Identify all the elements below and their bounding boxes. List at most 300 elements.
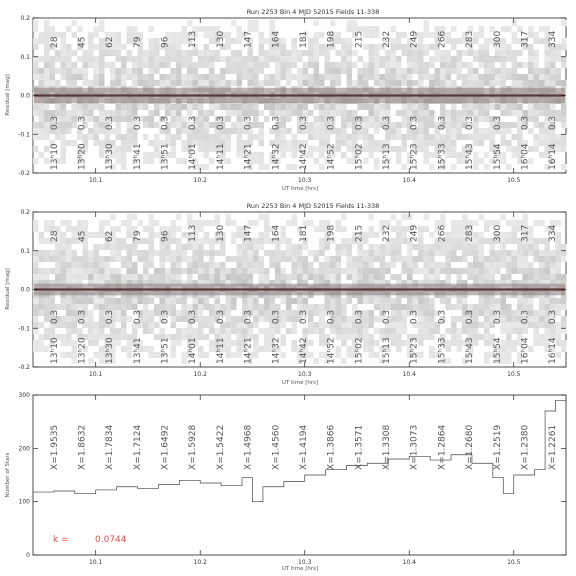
heatmap-cell [473, 134, 479, 140]
heatmap-cell [380, 274, 386, 280]
heatmap-cell [242, 68, 248, 74]
heatmap-cell [182, 128, 188, 134]
heatmap-cell [446, 110, 452, 116]
heatmap-cell [374, 56, 380, 62]
heatmap-cell [198, 226, 204, 232]
heatmap-cell [556, 244, 562, 250]
heatmap-cell [143, 262, 149, 268]
heatmap-cell [281, 110, 287, 116]
heatmap-cell [209, 140, 215, 146]
field-time-label: 13ʰ10 [49, 337, 60, 364]
heatmap-cell [121, 322, 127, 328]
heatmap-cell [198, 274, 204, 280]
heatmap-cell [429, 334, 435, 340]
heatmap-cell [369, 32, 375, 38]
heatmap-cell [253, 74, 259, 80]
heatmap-cell [55, 50, 61, 56]
heatmap-cell [61, 68, 67, 74]
heatmap-cell [61, 304, 67, 310]
heatmap-cell [303, 68, 309, 74]
heatmap-cell [484, 74, 490, 80]
heatmap-cell [193, 134, 199, 140]
heatmap-cell [281, 340, 287, 346]
heatmap-cell [209, 26, 215, 32]
heatmap-cell [66, 274, 72, 280]
heatmap-cell [61, 244, 67, 250]
heatmap-cell [451, 140, 457, 146]
heatmap-cell [561, 62, 567, 68]
heatmap-cell [94, 340, 100, 346]
heatmap-cell [440, 50, 446, 56]
heatmap-cell [534, 250, 540, 256]
field-time-label: 13ʰ51 [160, 143, 171, 170]
heatmap-cell [374, 128, 380, 134]
heatmap-cell [66, 74, 72, 80]
heatmap-cell [99, 358, 105, 364]
heatmap-cell [99, 122, 105, 128]
heatmap-cell [517, 244, 523, 250]
heatmap-cell [149, 220, 155, 226]
heatmap-cell [473, 328, 479, 334]
heatmap-cell [479, 56, 485, 62]
heatmap-cell [160, 256, 166, 262]
heatmap-cell [396, 244, 402, 250]
field-center-label: 0.3 [298, 309, 309, 325]
heatmap-cell [484, 268, 490, 274]
heatmap-cell [347, 26, 353, 32]
heatmap-cell [77, 220, 83, 226]
heatmap-cell [132, 250, 138, 256]
heatmap-cell [259, 310, 265, 316]
heatmap-cell [132, 262, 138, 268]
heatmap-cell [270, 56, 276, 62]
heatmap-cell [160, 298, 166, 304]
heatmap-cell [116, 340, 122, 346]
heatmap-cell [517, 298, 523, 304]
heatmap-cell [286, 310, 292, 316]
heatmap-cell [468, 304, 474, 310]
heatmap-cell [396, 32, 402, 38]
heatmap-cell [253, 298, 259, 304]
heatmap-cell [402, 316, 408, 322]
heatmap-cell [226, 298, 232, 304]
heatmap-cell [116, 110, 122, 116]
heatmap-cell [308, 262, 314, 268]
heatmap-cell [72, 316, 78, 322]
heatmap-cell [402, 262, 408, 268]
heatmap-cell [479, 232, 485, 238]
heatmap-cell [50, 56, 56, 62]
heatmap-cell [226, 116, 232, 122]
heatmap-cell [528, 244, 534, 250]
heatmap-cell [292, 262, 298, 268]
heatmap-cell [402, 328, 408, 334]
heatmap-cell [424, 122, 430, 128]
heatmap-cell [83, 80, 89, 86]
heatmap-cell [270, 80, 276, 86]
field-number-label: 147 [243, 224, 254, 242]
heatmap-cell [479, 26, 485, 32]
heatmap-cell [39, 128, 45, 134]
heatmap-cell [424, 104, 430, 110]
heatmap-cell [88, 334, 94, 340]
heatmap-cell [66, 122, 72, 128]
heatmap-cell [94, 140, 100, 146]
heatmap-cell [369, 262, 375, 268]
heatmap-cell [237, 62, 243, 68]
field-time-label: 13ʰ10 [49, 143, 60, 170]
heatmap-cell [127, 340, 133, 346]
heatmap-cell [187, 274, 193, 280]
heatmap-cell [319, 152, 325, 158]
heatmap-cell [39, 110, 45, 116]
heatmap-cell [50, 62, 56, 68]
heatmap-cell [121, 310, 127, 316]
heatmap-cell [215, 80, 221, 86]
heatmap-cell [77, 134, 83, 140]
heatmap-cell [534, 32, 540, 38]
heatmap-cell [314, 20, 320, 26]
heatmap-cell [341, 68, 347, 74]
heatmap-cell [556, 56, 562, 62]
heatmap-cell [198, 334, 204, 340]
heatmap-cell [121, 244, 127, 250]
heatmap-cell [512, 122, 518, 128]
heatmap-cell [319, 32, 325, 38]
heatmap-cell [226, 340, 232, 346]
heatmap-cell [341, 134, 347, 140]
heatmap-cell [182, 310, 188, 316]
heatmap-cell [292, 250, 298, 256]
heatmap-cell [407, 262, 413, 268]
heatmap-cell [237, 116, 243, 122]
heatmap-cell [182, 250, 188, 256]
heatmap-cell [336, 328, 342, 334]
heatmap-cell [435, 74, 441, 80]
heatmap-cell [231, 104, 237, 110]
heatmap-cell [561, 20, 567, 26]
heatmap-cell [297, 74, 303, 80]
heatmap-cell [347, 20, 353, 26]
heatmap-cell [154, 62, 160, 68]
heatmap-cell [253, 346, 259, 352]
heatmap-cell [336, 80, 342, 86]
heatmap-cell [402, 50, 408, 56]
heatmap-cell [149, 56, 155, 62]
heatmap-cell [127, 316, 133, 322]
heatmap-cell [275, 262, 281, 268]
heatmap-cell [226, 68, 232, 74]
heatmap-cell [314, 38, 320, 44]
heatmap-cell [171, 268, 177, 274]
heatmap-cell [193, 250, 199, 256]
heatmap-cell [88, 232, 94, 238]
heatmap-cell [187, 304, 193, 310]
heatmap-cell [94, 328, 100, 334]
heatmap-cell [347, 122, 353, 128]
heatmap-cell [347, 244, 353, 250]
field-number-label: 130 [215, 30, 226, 48]
heatmap-cell [242, 304, 248, 310]
heatmap-cell [171, 346, 177, 352]
heatmap-cell [149, 316, 155, 322]
heatmap-cell [545, 80, 551, 86]
heatmap-cell [429, 346, 435, 352]
heatmap-cell [138, 104, 144, 110]
heatmap-cell [121, 220, 127, 226]
heatmap-cell [209, 32, 215, 38]
heatmap-cell [451, 104, 457, 110]
heatmap-cell [253, 80, 259, 86]
heatmap-cell [253, 110, 259, 116]
heatmap-cell [446, 268, 452, 274]
heatmap-cell [539, 140, 545, 146]
heatmap-cell [374, 104, 380, 110]
heatmap-cell [369, 232, 375, 238]
heatmap-cell [391, 298, 397, 304]
heatmap-cell [512, 238, 518, 244]
heatmap-cell [539, 334, 545, 340]
heatmap-cell [149, 74, 155, 80]
heatmap-cell [358, 244, 364, 250]
heatmap-cell [44, 26, 50, 32]
heatmap-cell [50, 250, 56, 256]
heatmap-cell [116, 68, 122, 74]
heatmap-cell [402, 110, 408, 116]
heatmap-cell [193, 80, 199, 86]
heatmap-cell [116, 298, 122, 304]
heatmap-cell [457, 74, 463, 80]
field-center-label: 0.3 [160, 309, 171, 325]
heatmap-cell [94, 298, 100, 304]
heatmap-cell [303, 74, 309, 80]
heatmap-cell [352, 62, 358, 68]
heatmap-cell [231, 232, 237, 238]
heatmap-cell [83, 262, 89, 268]
heatmap-cell [50, 110, 56, 116]
heatmap-cell [248, 80, 254, 86]
heatmap-cell [545, 304, 551, 310]
heatmap-cell [116, 250, 122, 256]
heatmap-cell [99, 256, 105, 262]
heatmap-cell [286, 104, 292, 110]
heatmap-cell [231, 322, 237, 328]
heatmap-cell [369, 346, 375, 352]
heatmap-cell [534, 244, 540, 250]
heatmap-cell [248, 328, 254, 334]
heatmap-cell [330, 62, 336, 68]
heatmap-cell [402, 310, 408, 316]
heatmap-cell [341, 322, 347, 328]
heatmap-cell [259, 68, 265, 74]
heatmap-cell [336, 262, 342, 268]
heatmap-cell [94, 44, 100, 50]
heatmap-cell [556, 304, 562, 310]
heatmap-cell [204, 274, 210, 280]
heatmap-cell [171, 274, 177, 280]
heatmap-cell [281, 56, 287, 62]
heatmap-cell [281, 268, 287, 274]
heatmap-cell [237, 32, 243, 38]
heatmap-cell [66, 304, 72, 310]
heatmap-cell [99, 352, 105, 358]
heatmap-cell [528, 262, 534, 268]
heatmap-cell [187, 56, 193, 62]
heatmap-cell [308, 56, 314, 62]
heatmap-cell [176, 256, 182, 262]
heatmap-cell [512, 146, 518, 152]
heatmap-cell [292, 346, 298, 352]
heatmap-cell [407, 256, 413, 262]
heatmap-cell [66, 140, 72, 146]
y-tick-label: 0.1 [20, 53, 30, 61]
heatmap-cell [226, 128, 232, 134]
heatmap-cell [457, 62, 463, 68]
heatmap-cell [495, 80, 501, 86]
heatmap-cell [127, 56, 133, 62]
heatmap-cell [253, 68, 259, 74]
heatmap-cell [479, 244, 485, 250]
heatmap-cell [61, 322, 67, 328]
heatmap-cell [385, 50, 391, 56]
heatmap-cell [336, 134, 342, 140]
heatmap-cell [413, 62, 419, 68]
heatmap-cell [253, 256, 259, 262]
heatmap-cell [512, 20, 518, 26]
heatmap-cell [523, 298, 529, 304]
heatmap-cell [561, 256, 567, 262]
heatmap-cell [506, 316, 512, 322]
heatmap-cell [204, 304, 210, 310]
heatmap-cell [44, 146, 50, 152]
heatmap-cell [176, 68, 182, 74]
heatmap-cell [523, 268, 529, 274]
heatmap-cell [292, 316, 298, 322]
heatmap-cell [226, 268, 232, 274]
heatmap-cell [396, 110, 402, 116]
heatmap-cell [396, 226, 402, 232]
heatmap-cell [374, 250, 380, 256]
heatmap-cell [506, 232, 512, 238]
heatmap-cell [110, 62, 116, 68]
heatmap-cell [407, 214, 413, 220]
heatmap-cell [534, 104, 540, 110]
heatmap-cell [50, 298, 56, 304]
heatmap-cell [341, 110, 347, 116]
heatmap-cell [391, 328, 397, 334]
heatmap-cell [242, 110, 248, 116]
heatmap-cell [347, 238, 353, 244]
airmass-label: X=1.7834 [105, 424, 116, 470]
heatmap-cell [506, 304, 512, 310]
heatmap-cell [171, 38, 177, 44]
heatmap-cell [374, 298, 380, 304]
heatmap-cell [479, 104, 485, 110]
heatmap-cell [369, 310, 375, 316]
heatmap-cell [171, 232, 177, 238]
heatmap-cell [176, 116, 182, 122]
heatmap-cell [209, 62, 215, 68]
heatmap-cell [237, 80, 243, 86]
heatmap-cell [248, 74, 254, 80]
heatmap-cell [517, 104, 523, 110]
heatmap-cell [176, 50, 182, 56]
heatmap-cell [132, 104, 138, 110]
heatmap-cell [479, 214, 485, 220]
heatmap-cell [468, 268, 474, 274]
heatmap-cell [132, 80, 138, 86]
heatmap-cell [385, 74, 391, 80]
heatmap-cell [534, 56, 540, 62]
heatmap-cell [402, 340, 408, 346]
heatmap-cell [83, 50, 89, 56]
heatmap-cell [127, 146, 133, 152]
heatmap-cell [39, 232, 45, 238]
heatmap-cell [424, 304, 430, 310]
heatmap-cell [451, 334, 457, 340]
field-number-label: 198 [326, 30, 337, 48]
heatmap-cell [424, 62, 430, 68]
heatmap-cell [380, 262, 386, 268]
heatmap-cell [314, 250, 320, 256]
heatmap-cell [132, 68, 138, 74]
heatmap-cell [83, 298, 89, 304]
heatmap-cell [66, 352, 72, 358]
heatmap-cell [61, 238, 67, 244]
heatmap-cell [121, 80, 127, 86]
heatmap-cell [33, 262, 39, 268]
heatmap-cell [94, 56, 100, 62]
heatmap-cell [105, 262, 111, 268]
heatmap-cell [253, 352, 259, 358]
heatmap-cell [336, 256, 342, 262]
heatmap-cell [303, 50, 309, 56]
heatmap-cell [319, 74, 325, 80]
heatmap-cell [105, 110, 111, 116]
heatmap-cell [77, 304, 83, 310]
heatmap-cell [396, 316, 402, 322]
heatmap-cell [215, 268, 221, 274]
heatmap-cell [341, 340, 347, 346]
heatmap-cell [88, 256, 94, 262]
heatmap-cell [424, 74, 430, 80]
heatmap-cell [363, 68, 369, 74]
heatmap-cell [121, 116, 127, 122]
heatmap-cell [275, 62, 281, 68]
heatmap-cell [336, 298, 342, 304]
heatmap-cell [457, 110, 463, 116]
heatmap-cell [154, 232, 160, 238]
heatmap-cell [451, 134, 457, 140]
heatmap-cell [512, 152, 518, 158]
heatmap-cell [385, 80, 391, 86]
heatmap-cell [99, 128, 105, 134]
heatmap-cell [451, 128, 457, 134]
heatmap-cell [413, 298, 419, 304]
heatmap-cell [561, 146, 567, 152]
airmass-label: X=1.8632 [77, 424, 88, 470]
heatmap-cell [204, 74, 210, 80]
heatmap-cell [187, 68, 193, 74]
heatmap-cell [160, 56, 166, 62]
heatmap-cell [446, 80, 452, 86]
heatmap-cell [297, 56, 303, 62]
heatmap-cell [319, 352, 325, 358]
heatmap-cell [154, 140, 160, 146]
heatmap-cell [209, 80, 215, 86]
heatmap-cell [319, 274, 325, 280]
field-center-label: 0.3 [49, 309, 60, 325]
